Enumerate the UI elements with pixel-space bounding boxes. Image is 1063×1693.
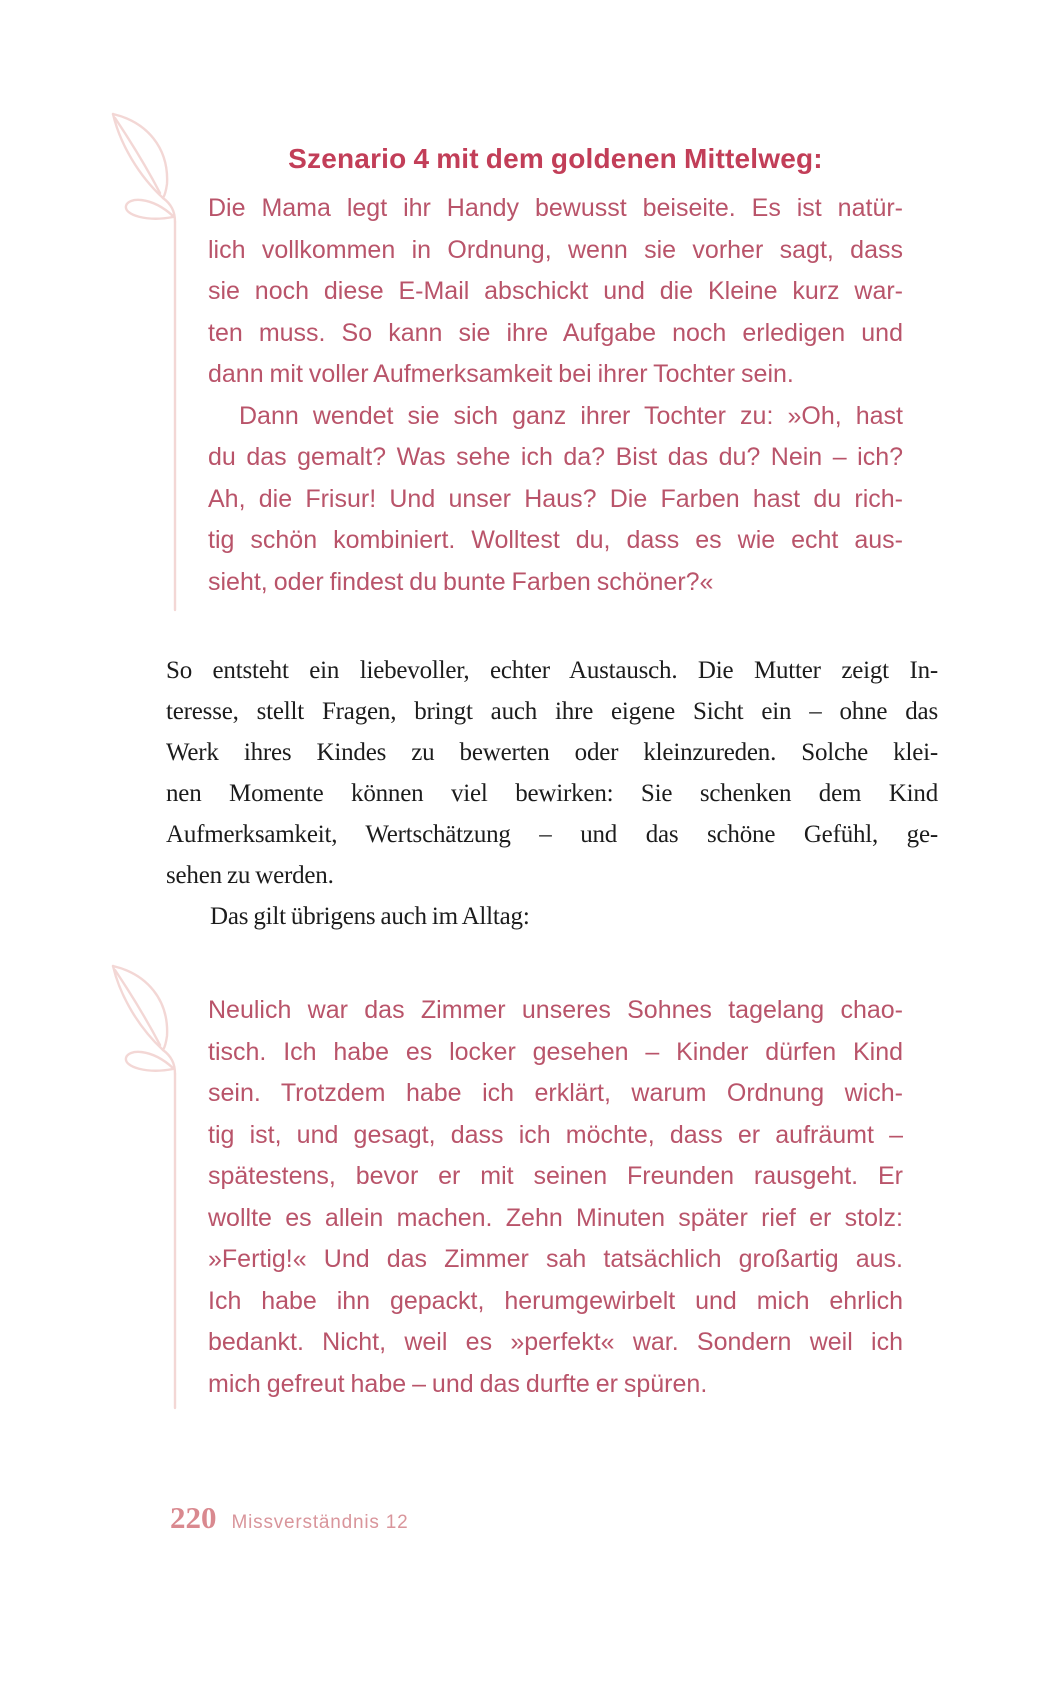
- text-line: lich vollkommen in Ordnung, wenn sie vorher sagt, dass: [208, 235, 903, 264]
- text-line: tisch. Ich habe es locker gesehen – Kinder dürfen Kind: [208, 1037, 903, 1066]
- text-line: nen Momente können viel bewirken: Sie schenken dem Kind: [166, 780, 938, 807]
- scenario-quote-block: [208, 138, 903, 603]
- text-line: Werk ihres Kindes zu bewerten oder kleinzureden. Solche klei-: [166, 739, 938, 766]
- page-number: 220: [170, 1500, 217, 1535]
- leaf-sprout-icon: [105, 98, 200, 618]
- text-line: ten muss. So kann sie ihre Aufgabe noch erledigen und: [208, 318, 903, 347]
- text-line: sehen zu werden.: [166, 862, 334, 889]
- anecdote-quote-block: [208, 990, 903, 1405]
- scenario-quote-text: [208, 188, 903, 603]
- text-line: Dann wendet sie sich ganz ihrer Tochter zu: »Oh, hast: [239, 401, 903, 430]
- text-line: Das gilt übrigens auch im Alltag:: [210, 903, 530, 930]
- text-line: Aufmerksamkeit, Wertschätzung – und das schöne Gefühl, ge-: [166, 821, 938, 848]
- text-line: wollte es allein machen. Zehn Minuten später rief er stolz:: [208, 1203, 903, 1232]
- leaf-sprout-icon: [105, 950, 200, 1415]
- text-line: spätestens, bevor er mit seinen Freunden rausgeht. Er: [208, 1162, 903, 1190]
- text-line: teresse, stellt Fragen, bringt auch ihre eigene Sicht ein – ohne das: [166, 698, 938, 725]
- text-line: sie noch diese E-Mail abschickt und die Kleine kurz war-: [208, 277, 903, 305]
- text-line: sein. Trotzdem habe ich erklärt, warum Ordnung wich-: [208, 1079, 903, 1107]
- text-line: Ah, die Frisur! Und unser Haus? Die Farben hast du rich-: [208, 484, 903, 513]
- text-line: tig schön kombiniert. Wolltest du, dass es wie echt aus-: [208, 526, 903, 554]
- body-paragraph: [166, 650, 938, 937]
- text-line: tig ist, und gesagt, dass ich möchte, dass er aufräumt –: [208, 1120, 903, 1149]
- text-line: Neulich war das Zimmer unseres Sohnes tagelang chao-: [208, 996, 903, 1024]
- running-title: Missverständnis 12: [231, 1512, 409, 1533]
- text-line: bedankt. Nicht, weil es »perfekt« war. Sondern weil ich: [208, 1328, 903, 1356]
- text-line: Die Mama legt ihr Handy bewusst beiseite. Es ist natür-: [208, 194, 903, 222]
- text-line: sieht, oder findest du bunte Farben schöner?«: [208, 567, 714, 596]
- text-line: du das gemalt? Was sehe ich da? Bist das du? Nein – ich?: [208, 443, 903, 471]
- text-line: »Fertig!« Und das Zimmer sah tatsächlich großartig aus.: [208, 1245, 903, 1273]
- text-line: Ich habe ihn gepackt, herumgewirbelt und mich ehrlich: [208, 1286, 903, 1315]
- scenario-heading: Szenario 4 mit dem goldenen Mittelweg:: [288, 143, 823, 174]
- page-footer: [170, 1500, 409, 1536]
- text-line: So entsteht ein liebevoller, echter Austausch. Die Mutter zeigt In-: [166, 657, 938, 684]
- text-line: mich gefreut habe – und das durfte er spüren.: [208, 1369, 708, 1398]
- text-line: dann mit voller Aufmerksamkeit bei ihrer Tochter sein.: [208, 360, 794, 388]
